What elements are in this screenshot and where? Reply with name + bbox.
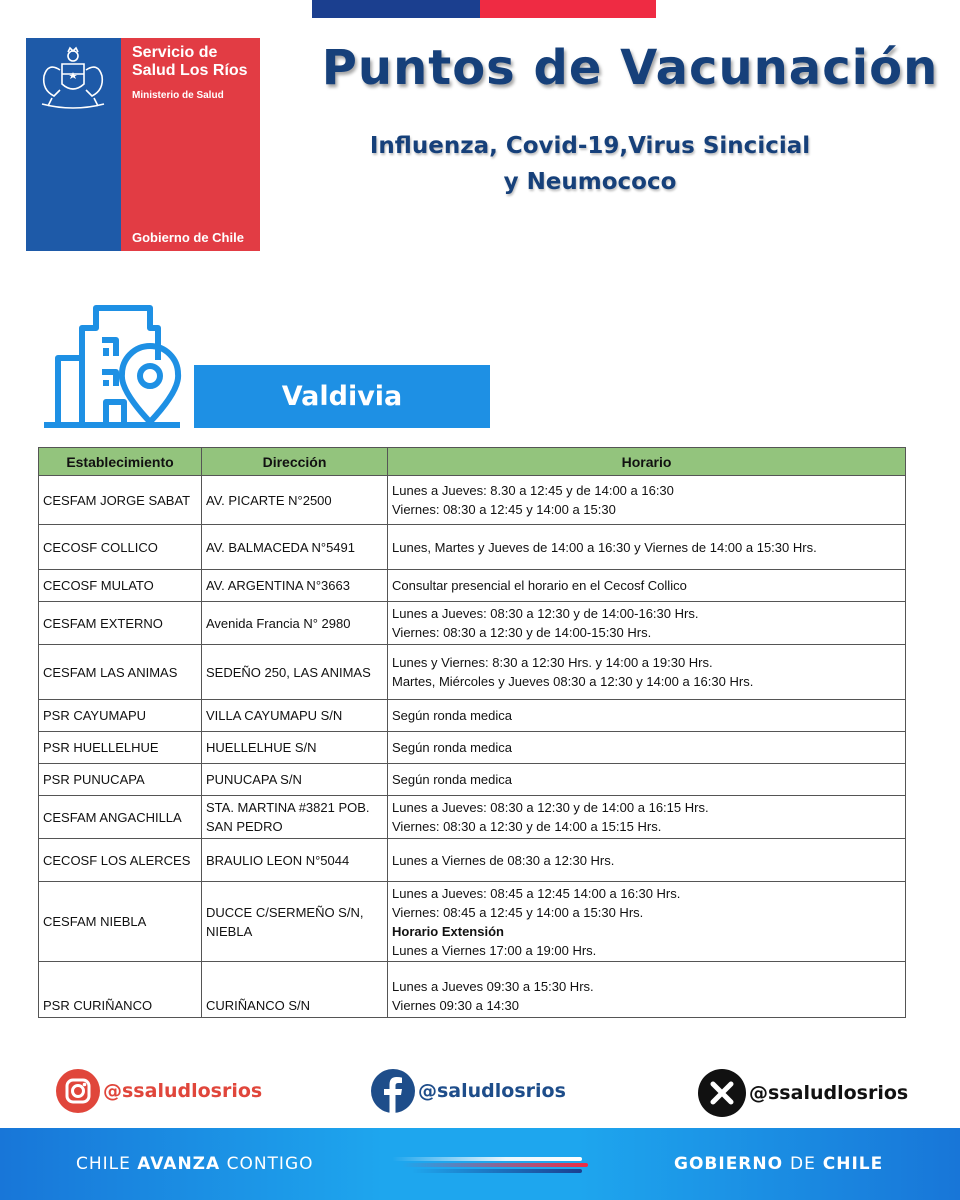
schedule-cell: [388, 732, 906, 764]
establishment-cell: PSR CAYUMAPU: [39, 700, 202, 732]
table-row: [39, 700, 906, 732]
footer-government: [674, 1154, 883, 1174]
schedule-line: Lunes y Viernes: 8:30 a 12:30 Hrs. y 14:00 a 19:30 Hrs.: [392, 655, 713, 670]
facebook-icon: [370, 1068, 416, 1114]
table-row: [39, 764, 906, 796]
footer-slogan-post: CONTIGO: [220, 1154, 314, 1174]
address-cell: [202, 882, 388, 962]
address-line: CURIÑANCO S/N: [206, 998, 311, 1013]
address-line: Avenida Francia N° 2980: [206, 615, 351, 631]
address-line: SAN PEDRO: [206, 819, 283, 834]
establishment-cell: CECOSF LOS ALERCES: [39, 839, 202, 882]
schedule-line: Viernes 09:30 a 14:30: [392, 998, 519, 1013]
table-row: [39, 732, 906, 764]
address-cell: [202, 645, 388, 700]
table-row: [39, 882, 906, 962]
table-header-row: [39, 448, 906, 476]
address-cell: [202, 962, 388, 1018]
address-cell: [202, 525, 388, 570]
coat-of-arms-icon: [32, 46, 114, 112]
table-row: [39, 525, 906, 570]
establishment-cell: PSR HUELLELHUE: [39, 732, 202, 764]
flag-stripe-red: [480, 0, 656, 18]
schedule-line: Martes, Miércoles y Jueves 08:30 a 12:30 y 14:00 a 16:30 Hrs.: [392, 674, 754, 689]
table-row: [39, 645, 906, 700]
schedule-cell: [388, 602, 906, 645]
address-line: VILLA CAYUMAPU S/N: [206, 708, 343, 723]
schedule-cell: [388, 476, 906, 525]
ministry-name: Ministerio de Salud: [132, 90, 224, 101]
address-cell: [202, 476, 388, 525]
service-name-line1: Servicio de: [132, 44, 218, 61]
x-icon: [697, 1068, 747, 1118]
schedule-line: Según ronda medica: [392, 772, 512, 787]
service-name-line2: Salud Los Ríos: [132, 62, 248, 79]
address-line: AV. BALMACEDA N°5491: [206, 539, 355, 555]
flag-stripe-blue: [312, 0, 480, 18]
address-cell: [202, 602, 388, 645]
table-row: [39, 602, 906, 645]
instagram-icon: [55, 1068, 101, 1114]
subtitle-line1: Influenza, Covid-19,Virus Sincicial: [369, 133, 811, 159]
instagram-handle-text: @ssaludlosrios: [103, 1080, 263, 1102]
table-row: [39, 796, 906, 839]
health-service-logo: [26, 38, 260, 251]
schedule-line: Según ronda medica: [392, 708, 512, 723]
address-line: STA. MARTINA #3821 POB.: [206, 800, 370, 815]
schedule-cell: [388, 525, 906, 570]
establishment-cell: [39, 962, 202, 1018]
footer-government-pre: GOBIERNO: [674, 1154, 790, 1174]
address-line: AV. PICARTE N°2500: [206, 492, 332, 508]
footer-banner: [0, 1128, 960, 1200]
address-cell: [202, 764, 388, 796]
address-line: SEDEÑO 250, LAS ANIMAS: [206, 664, 371, 680]
subtitle-line2: y Neumococo: [503, 169, 677, 195]
schedule-cell: [388, 796, 906, 839]
establishment-cell: CESFAM NIEBLA: [39, 882, 202, 962]
schedule-cell: [388, 882, 906, 962]
establishment-name: PSR CURIÑANCO: [43, 998, 153, 1013]
footer-government-post: CHILE: [815, 1154, 884, 1174]
schedule-line: Viernes: 08:30 a 12:45 y 14:00 a 15:30: [392, 502, 616, 517]
schedule-line: Según ronda medica: [392, 740, 512, 755]
schedule-cell: [388, 839, 906, 882]
header-establishment: Establecimiento: [39, 448, 202, 476]
schedule-line: Lunes a Jueves: 08:45 a 12:45 14:00 a 16:30 Hrs.: [392, 885, 681, 901]
address-line: PUNUCAPA S/N: [206, 772, 302, 787]
schedule-line: Viernes: 08:45 a 12:45 y 14:00 a 15:30 Hrs.: [392, 904, 644, 920]
building-location-icon: [40, 300, 185, 430]
schedule-line: Lunes a Jueves 09:30 a 15:30 Hrs.: [392, 979, 594, 994]
address-line: HUELLELHUE S/N: [206, 740, 317, 755]
page-title: Puntos de Vacunación: [321, 40, 939, 96]
page-subtitle: [330, 128, 850, 200]
establishment-cell: CESFAM JORGE SABAT: [39, 476, 202, 525]
establishment-cell: CECOSF MULATO: [39, 570, 202, 602]
establishment-cell: CESFAM ANGACHILLA: [39, 796, 202, 839]
facebook-handle-text: @saludlosrios: [418, 1080, 566, 1102]
schedule-cell: [388, 645, 906, 700]
establishment-cell: CECOSF COLLICO: [39, 525, 202, 570]
schedule-line: Consultar presencial el horario en el Cecosf Collico: [392, 578, 687, 593]
government-name: Gobierno de Chile: [132, 230, 244, 245]
footer-slogan-pre: CHILE: [76, 1154, 138, 1174]
schedule-line: Lunes, Martes y Jueves de 14:00 a 16:30 y Viernes de 14:00 a 15:30 Hrs.: [392, 539, 817, 555]
address-cell: [202, 570, 388, 602]
instagram-handle[interactable]: [55, 1068, 262, 1114]
address-line: AV. ARGENTINA N°3663: [206, 578, 350, 593]
x-handle-text: @ssaludlosrios: [749, 1082, 909, 1104]
establishment-cell: CESFAM LAS ANIMAS: [39, 645, 202, 700]
footer-stripes-graphic: [392, 1155, 588, 1177]
schedule-line: Lunes a Jueves: 08:30 a 12:30 y de 14:00 a 16:15 Hrs.: [392, 800, 709, 815]
establishment-cell: CESFAM EXTERNO: [39, 602, 202, 645]
schedule-cell: [388, 700, 906, 732]
schedule-line: Lunes a Jueves: 08:30 a 12:30 y de 14:00-16:30 Hrs.: [392, 606, 699, 621]
schedule-cell: [388, 570, 906, 602]
table-row: [39, 476, 906, 525]
schedule-line: Lunes a Viernes 17:00 a 19:00 Hrs.: [392, 942, 597, 958]
schedule-line: Lunes a Jueves: 8.30 a 12:45 y de 14:00 a 16:30: [392, 483, 674, 498]
x-handle[interactable]: [697, 1068, 908, 1118]
header-address: Dirección: [202, 448, 388, 476]
address-line: NIEBLA: [206, 923, 253, 939]
header-schedule: Horario: [388, 448, 906, 476]
address-cell: [202, 732, 388, 764]
facebook-handle[interactable]: [370, 1068, 566, 1114]
footer-slogan: [76, 1154, 314, 1174]
address-cell: [202, 839, 388, 882]
address-cell: [202, 796, 388, 839]
extension-hours-label: Horario Extensión: [392, 923, 504, 939]
schedule-line: Lunes a Viernes de 08:30 a 12:30 Hrs.: [392, 852, 615, 868]
table-row: [39, 570, 906, 602]
establishment-cell: PSR PUNUCAPA: [39, 764, 202, 796]
footer-government-mid: DE: [790, 1154, 816, 1174]
service-name: [132, 44, 248, 80]
address-line: DUCCE C/SERMEÑO S/N,: [206, 904, 364, 920]
vaccination-points-table: [38, 447, 906, 1018]
schedule-line: Viernes: 08:30 a 12:30 y de 14:00 a 15:15 Hrs.: [392, 819, 662, 834]
address-line: BRAULIO LEON N°5044: [206, 852, 350, 868]
schedule-cell: [388, 962, 906, 1018]
schedule-cell: [388, 764, 906, 796]
table-row: [39, 962, 906, 1018]
address-cell: [202, 700, 388, 732]
footer-slogan-bold: AVANZA: [137, 1154, 221, 1174]
region-label: Valdivia: [194, 365, 490, 428]
schedule-line: Viernes: 08:30 a 12:30 y de 14:00-15:30 Hrs.: [392, 625, 652, 640]
table-row: [39, 839, 906, 882]
